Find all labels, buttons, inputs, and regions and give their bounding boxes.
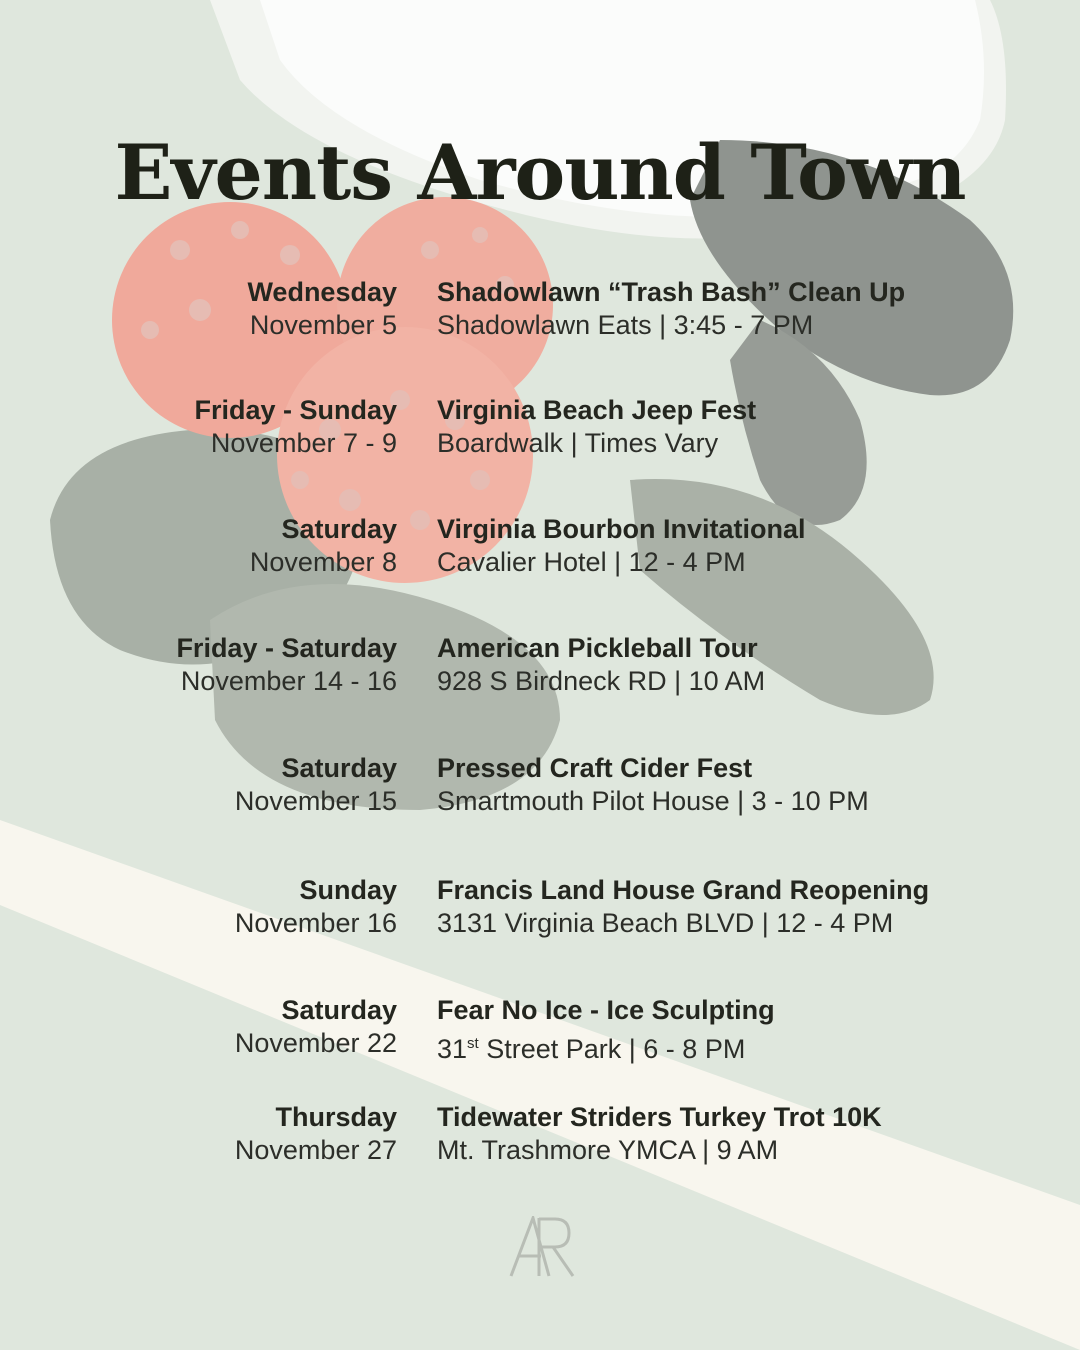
event-item xyxy=(0,1101,1080,1181)
event-when xyxy=(235,874,397,940)
event-name: Virginia Bourbon Invitational xyxy=(437,514,806,544)
event-day: Sunday xyxy=(299,875,397,905)
event-details: Mt. Trashmore YMCA | 9 AM xyxy=(437,1135,779,1165)
event-what xyxy=(437,1101,882,1167)
event-details: Shadowlawn Eats | 3:45 - 7 PM xyxy=(437,310,814,340)
event-details: 3131 Virginia Beach BLVD | 12 - 4 PM xyxy=(437,908,894,938)
event-what xyxy=(437,752,869,818)
event-day: Saturday xyxy=(281,514,397,544)
event-item xyxy=(0,994,1080,1074)
event-day: Wednesday xyxy=(247,277,397,307)
event-what xyxy=(437,994,775,1066)
event-date: November 22 xyxy=(234,1028,397,1058)
event-details-rest: Street Park | 6 - 8 PM xyxy=(478,1034,746,1064)
event-name: Francis Land House Grand Reopening xyxy=(437,875,930,905)
event-item xyxy=(0,752,1080,832)
event-details xyxy=(437,1027,775,1066)
event-when xyxy=(176,632,397,698)
event-day: Thursday xyxy=(275,1102,397,1132)
event-when xyxy=(235,1101,397,1167)
event-when xyxy=(247,276,397,342)
event-name: Tidewater Striders Turkey Trot 10K xyxy=(437,1102,882,1132)
event-item xyxy=(0,513,1080,593)
event-what xyxy=(437,632,765,698)
event-item xyxy=(0,632,1080,712)
event-what xyxy=(437,874,929,940)
event-details: Smartmouth Pilot House | 3 - 10 PM xyxy=(437,786,869,816)
event-date: November 14 - 16 xyxy=(180,666,397,696)
event-details-number: 31 xyxy=(437,1034,468,1064)
event-date: November 5 xyxy=(249,310,397,340)
event-what xyxy=(437,276,905,342)
ordinal-suffix: st xyxy=(467,1035,479,1052)
event-details: 928 S Birdneck RD | 10 AM xyxy=(437,666,766,696)
event-day: Saturday xyxy=(281,995,397,1025)
event-day: Friday - Sunday xyxy=(194,395,397,425)
event-name: Virginia Beach Jeep Fest xyxy=(437,395,757,425)
event-date: November 8 xyxy=(249,547,397,577)
event-day: Saturday xyxy=(281,753,397,783)
event-details: Boardwalk | Times Vary xyxy=(437,428,719,458)
event-item xyxy=(0,394,1080,474)
event-when xyxy=(235,994,397,1060)
event-what xyxy=(437,394,756,460)
event-item xyxy=(0,874,1080,954)
event-date: November 15 xyxy=(234,786,397,816)
event-item xyxy=(0,276,1080,356)
event-details: Cavalier Hotel | 12 - 4 PM xyxy=(437,547,746,577)
event-date: November 27 xyxy=(234,1135,397,1165)
event-when xyxy=(194,394,397,460)
event-name: American Pickleball Tour xyxy=(437,633,758,663)
event-date: November 7 - 9 xyxy=(210,428,397,458)
event-date: November 16 xyxy=(234,908,397,938)
event-name: Shadowlawn “Trash Bash” Clean Up xyxy=(437,277,906,307)
event-when xyxy=(235,752,397,818)
event-name: Fear No Ice - Ice Sculpting xyxy=(437,995,775,1025)
page-title: Events Around Town xyxy=(114,128,966,217)
ar-monogram-logo xyxy=(509,1216,575,1278)
event-when xyxy=(250,513,397,579)
event-what xyxy=(437,513,806,579)
event-name: Pressed Craft Cider Fest xyxy=(437,753,753,783)
event-day: Friday - Saturday xyxy=(176,633,397,663)
